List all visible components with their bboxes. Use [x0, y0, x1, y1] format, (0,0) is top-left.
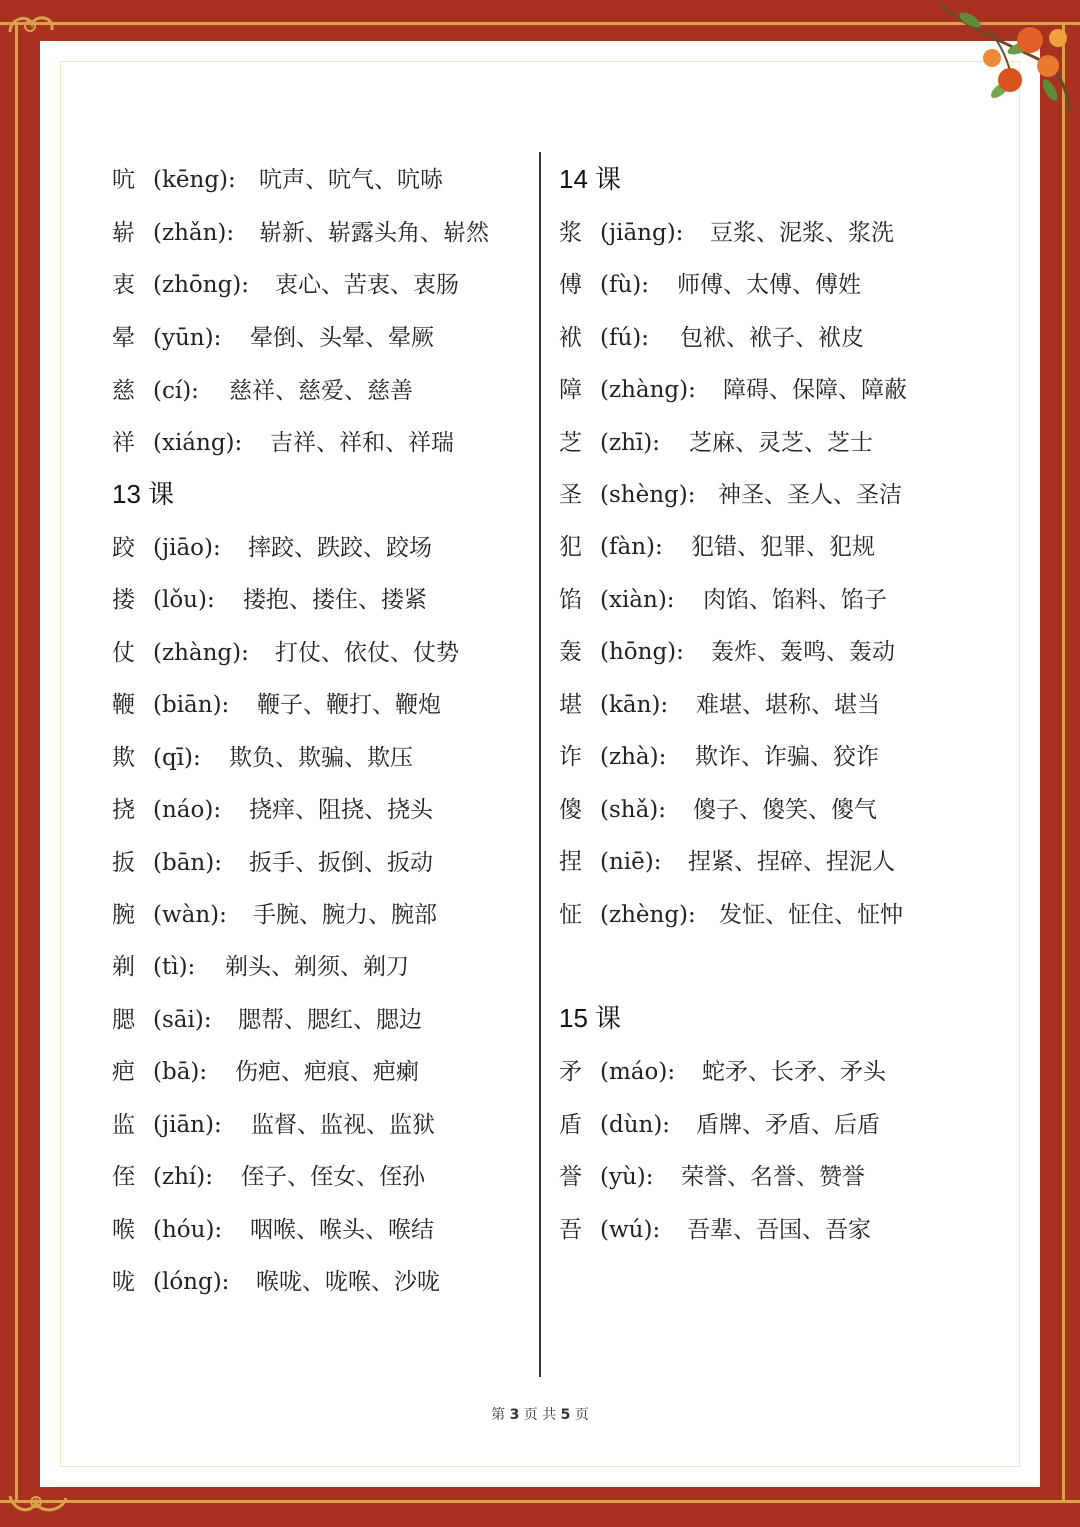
character: 咙	[112, 1269, 135, 1295]
words: 荣誉、名誉、赞誉	[681, 1164, 865, 1190]
character: 障	[559, 377, 582, 403]
words: 扳手、扳倒、扳动	[249, 850, 433, 876]
words: 喉咙、咙喉、沙咙	[256, 1269, 440, 1295]
pinyin: (shèng):	[600, 482, 696, 508]
words: 吾辈、吾国、吾家	[687, 1217, 871, 1243]
pinyin: (dùn):	[600, 1112, 671, 1138]
character: 搂	[112, 587, 135, 613]
character: 腕	[112, 902, 135, 928]
left-gold-line	[15, 22, 18, 1503]
words: 衷心、苦衷、衷肠	[275, 272, 459, 298]
pinyin: (náo):	[153, 797, 222, 823]
character: 慈	[112, 378, 135, 404]
words: 鞭子、鞭打、鞭炮	[257, 692, 441, 718]
character: 盾	[559, 1112, 582, 1138]
words: 盾牌、矛盾、后盾	[696, 1112, 880, 1138]
words: 晕倒、头晕、晕厥	[250, 325, 434, 351]
page-number	[0, 1404, 1080, 1424]
pinyin: (kān):	[600, 692, 669, 718]
words: 伤疤、疤痕、疤瘌	[235, 1059, 419, 1085]
character: 堪	[559, 692, 582, 718]
pinyin: (biān):	[153, 692, 230, 718]
pinyin: (hóu):	[153, 1217, 223, 1243]
character: 喉	[112, 1217, 135, 1243]
words: 欺诈、诈骗、狡诈	[695, 744, 879, 770]
character: 吾	[559, 1217, 582, 1243]
character: 矛	[559, 1059, 582, 1085]
words: 挠痒、阻挠、挠头	[249, 797, 433, 823]
words: 傻子、傻笑、傻气	[693, 797, 877, 823]
pinyin: (máo):	[600, 1059, 676, 1085]
character: 捏	[559, 849, 582, 875]
page-middle: 页 共	[523, 1407, 557, 1423]
character: 祥	[112, 430, 135, 456]
words: 欺负、欺骗、欺压	[229, 745, 413, 771]
character: 晕	[112, 325, 135, 351]
character: 监	[112, 1112, 135, 1138]
character: 傻	[559, 797, 582, 823]
words: 吉祥、祥和、祥瑞	[270, 430, 454, 456]
persimmon-branch-icon	[930, 0, 1080, 120]
character: 欺	[112, 745, 135, 771]
words: 蛇矛、长矛、矛头	[702, 1059, 886, 1085]
current-page: 3	[509, 1407, 520, 1423]
pinyin: (zhà):	[600, 744, 667, 770]
words: 轰炸、轰鸣、轰动	[711, 639, 895, 665]
words: 肉馅、馅料、馅子	[703, 587, 887, 613]
lesson-heading: 13 课	[112, 479, 175, 509]
words: 咽喉、喉头、喉结	[250, 1217, 434, 1243]
character: 衷	[112, 272, 135, 298]
pinyin: (fàn):	[600, 534, 663, 560]
pinyin: (fú):	[600, 325, 650, 351]
words: 手腕、腕力、腕部	[253, 902, 437, 928]
pinyin: (xiàn):	[600, 587, 675, 613]
character: 诈	[559, 744, 582, 770]
words: 打仗、依仗、仗势	[275, 640, 459, 666]
character: 侄	[112, 1164, 135, 1190]
pinyin: (yù):	[600, 1164, 654, 1190]
pinyin: (tì):	[153, 954, 196, 980]
pinyin: (zhí):	[153, 1164, 213, 1190]
words: 师傅、太傅、傅姓	[677, 272, 861, 298]
pinyin: (zhàng):	[600, 377, 696, 403]
words: 难堪、堪称、堪当	[696, 692, 880, 718]
character: 怔	[559, 902, 582, 928]
character: 袱	[559, 325, 582, 351]
pinyin: (zhī):	[600, 430, 660, 456]
pinyin: (lǒu):	[153, 587, 215, 613]
pinyin: (xiáng):	[153, 430, 243, 456]
pinyin: (wú):	[600, 1217, 661, 1243]
lesson-heading: 15 课	[559, 1003, 622, 1033]
pinyin: (wàn):	[153, 902, 227, 928]
character: 跤	[112, 535, 135, 561]
character: 疤	[112, 1059, 135, 1085]
pinyin: (jiāo):	[153, 535, 221, 561]
words: 剃头、剃须、剃刀	[225, 954, 409, 980]
character: 轰	[559, 639, 582, 665]
pinyin: (niē):	[600, 849, 662, 875]
words: 障碍、保障、障蔽	[723, 377, 907, 403]
character: 腮	[112, 1007, 135, 1033]
character: 圣	[559, 482, 582, 508]
words: 崭新、崭露头角、崭然	[259, 220, 489, 246]
character: 芝	[559, 430, 582, 456]
words: 豆浆、泥浆、浆洗	[710, 220, 894, 246]
pinyin: (zhōng):	[153, 272, 250, 298]
lesson-heading: 14 课	[559, 164, 622, 194]
words: 犯错、犯罪、犯规	[691, 534, 875, 560]
character: 傅	[559, 272, 582, 298]
bottom-gold-line	[0, 1500, 1080, 1503]
pinyin: (hōng):	[600, 639, 684, 665]
character: 鞭	[112, 692, 135, 718]
column-divider	[539, 152, 541, 1377]
right-gold-line	[1062, 22, 1065, 1503]
character: 浆	[559, 220, 582, 246]
page-prefix: 第	[491, 1407, 506, 1423]
words: 搂抱、搂住、搂紧	[243, 587, 427, 613]
words: 捏紧、捏碎、捏泥人	[688, 849, 895, 875]
words: 侄子、侄女、侄孙	[241, 1164, 425, 1190]
pinyin: (lóng):	[153, 1269, 230, 1295]
words: 神圣、圣人、圣洁	[718, 482, 902, 508]
top-gold-line	[0, 22, 1080, 25]
pinyin: (zhàng):	[153, 640, 249, 666]
character: 崭	[112, 220, 135, 246]
character: 犯	[559, 534, 582, 560]
character: 誉	[559, 1164, 582, 1190]
words: 发怔、怔住、怔忡	[719, 902, 903, 928]
words: 芝麻、灵芝、芝士	[689, 430, 873, 456]
character: 挠	[112, 797, 135, 823]
words: 慈祥、慈爱、慈善	[229, 378, 413, 404]
pinyin: (yūn):	[153, 325, 222, 351]
character: 仗	[112, 640, 135, 666]
character: 吭	[112, 167, 135, 193]
words: 监督、监视、监狱	[251, 1112, 435, 1138]
page-suffix: 页	[574, 1407, 589, 1423]
pinyin: (zhǎn):	[153, 220, 235, 246]
cloud-ornament-icon	[6, 6, 66, 36]
pinyin: (fù):	[600, 272, 650, 298]
pinyin: (bā):	[153, 1059, 208, 1085]
cloud-ornament-icon	[6, 1490, 76, 1520]
words: 吭声、吭气、吭哧	[259, 167, 443, 193]
pinyin: (cí):	[153, 378, 199, 404]
pinyin: (jiān):	[153, 1112, 222, 1138]
pinyin: (sāi):	[153, 1007, 212, 1033]
words: 摔跤、跌跤、跤场	[248, 535, 432, 561]
pinyin: (zhèng):	[600, 902, 696, 928]
pinyin: (qī):	[153, 745, 201, 771]
total-pages: 5	[560, 1407, 571, 1423]
character: 馅	[559, 587, 582, 613]
words: 腮帮、腮红、腮边	[238, 1007, 422, 1033]
pinyin: (bān):	[153, 850, 222, 876]
pinyin: (jiāng):	[600, 220, 684, 246]
character: 剃	[112, 954, 135, 980]
pinyin: (kēng):	[153, 167, 236, 193]
character: 扳	[112, 850, 135, 876]
words: 包袱、袱子、袱皮	[680, 325, 864, 351]
pinyin: (shǎ):	[600, 797, 667, 823]
